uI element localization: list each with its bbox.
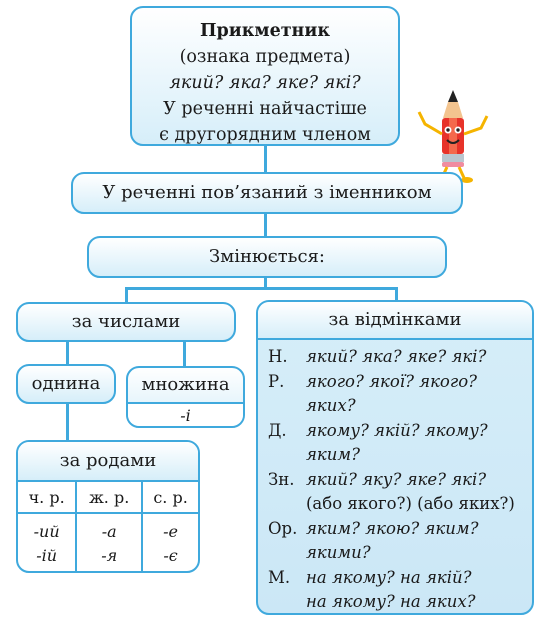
- ending: -ій: [36, 546, 58, 565]
- case-forms: який? яка? яке? які?: [306, 347, 487, 366]
- connector-line: [183, 342, 186, 366]
- case-abbr: Д.: [268, 421, 287, 440]
- case-abbr: Ор.: [268, 519, 298, 538]
- case-row: [258, 345, 532, 369]
- gender-header: ж. р.: [76, 482, 142, 513]
- plural-box: [126, 366, 245, 428]
- gender-endings-cell: [18, 513, 76, 573]
- case-forms: якими?: [306, 543, 371, 562]
- by-gender-label: за родами: [18, 442, 198, 482]
- case-forms: яким?: [306, 445, 360, 464]
- adjective-definition-box: [130, 6, 400, 146]
- connection-box: У реченні пов’язаний з іменником: [71, 172, 463, 214]
- case-forms: яким? якою? яким?: [306, 519, 479, 538]
- gender-header: ч. р.: [18, 482, 76, 513]
- connector-line: [264, 146, 267, 172]
- connector-line: [125, 287, 128, 302]
- title: Прикметник: [200, 21, 330, 41]
- gender-endings-cell: [142, 513, 198, 573]
- case-row: [258, 419, 532, 467]
- case-forms: (або якого?) (або яких?): [306, 494, 515, 513]
- pencil-mascot-icon: [413, 88, 493, 183]
- connector-line: [264, 214, 267, 236]
- changes-box: Змінюється:: [87, 236, 447, 278]
- role-line-1: У реченні найчастіше: [163, 99, 367, 119]
- case-forms: яких?: [306, 396, 356, 415]
- case-forms: який? яку? яке? які?: [306, 470, 487, 489]
- by-case-box: [256, 300, 534, 615]
- gender-endings-cell: [76, 513, 142, 573]
- connector-line: [395, 287, 398, 300]
- case-abbr: М.: [268, 568, 291, 587]
- ending: -я: [101, 546, 118, 565]
- case-abbr: Р.: [268, 372, 285, 391]
- case-row: [258, 566, 532, 614]
- gender-header: с. р.: [142, 482, 198, 513]
- case-forms: на якому? на якій?: [306, 568, 472, 587]
- case-row: [258, 370, 532, 418]
- questions: який? яка? яке? які?: [169, 73, 361, 93]
- plural-ending: -і: [128, 404, 243, 428]
- case-abbr: Зн.: [268, 470, 295, 489]
- ending: -є: [163, 546, 178, 565]
- connector-line: [66, 342, 69, 364]
- singular-box: однина: [16, 364, 116, 404]
- ending: -а: [101, 522, 117, 541]
- connector-line: [125, 287, 397, 290]
- case-forms: на якому? на яких?: [306, 592, 476, 611]
- ending: -ий: [33, 522, 60, 541]
- case-abbr: Н.: [268, 347, 288, 366]
- ending: -е: [163, 522, 178, 541]
- by-case-label: за відмінками: [258, 302, 532, 340]
- case-row: [258, 468, 532, 516]
- case-row: [258, 517, 532, 565]
- gender-endings-table: [18, 482, 198, 573]
- by-number-box: за числами: [16, 302, 236, 342]
- case-forms: якого? якої? якого?: [306, 372, 477, 391]
- subtitle: (ознака предмета): [179, 47, 351, 67]
- role-line-2: є другорядним членом: [159, 125, 371, 145]
- by-gender-box: [16, 440, 200, 573]
- plural-label: множина: [128, 368, 243, 404]
- connector-line: [66, 404, 69, 440]
- case-forms: якому? якій? якому?: [306, 421, 488, 440]
